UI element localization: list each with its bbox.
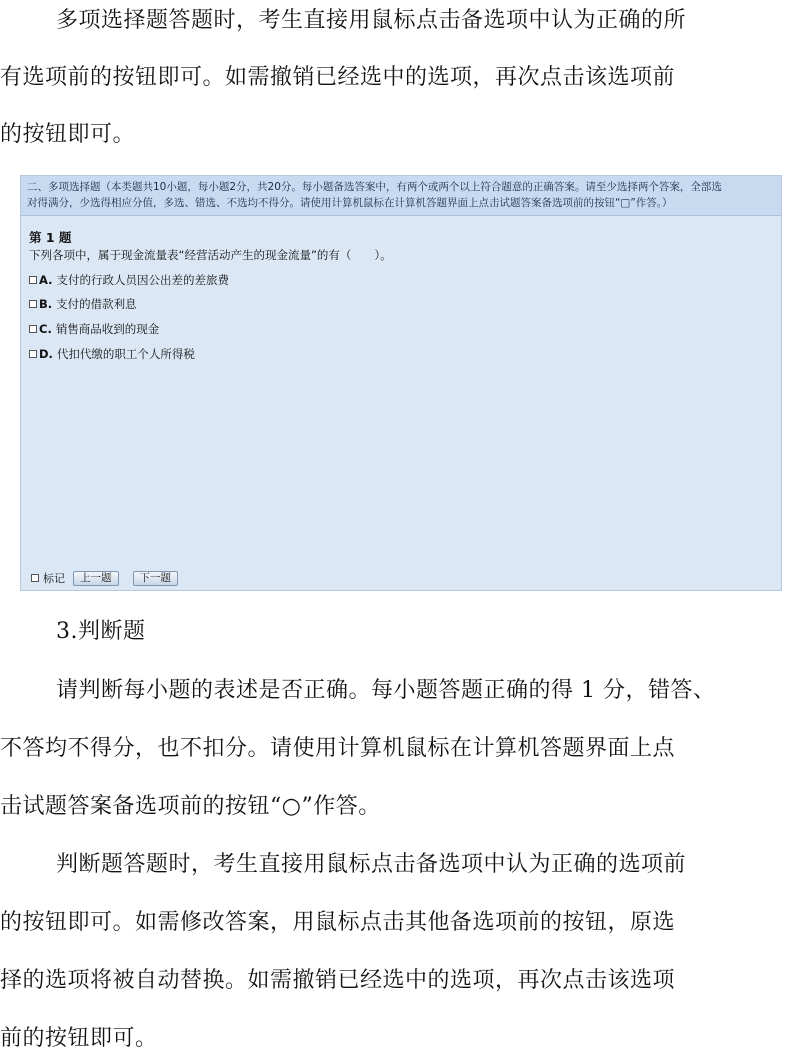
instruction-line: 对得满分，少选得相应分值，多选、错选、不选均不得分。请使用计算机鼠标在计算机答题界面上点击试题答案备选项前的按钮“□”作答。）: [27, 197, 673, 209]
doc-paragraph-line: 请判断每小题的表述是否正确。每小题答题正确的得 1 分，错答、: [56, 678, 716, 703]
mark-label: 标记: [43, 572, 65, 585]
checkbox-icon[interactable]: [29, 276, 37, 284]
doc-paragraph-line: 击试题答案备选项前的按钮“○”作答。: [0, 794, 381, 819]
next-question-button[interactable]: 下一题: [133, 571, 179, 586]
exam-footer: [31, 570, 192, 586]
exam-screenshot-panel: [20, 175, 782, 591]
doc-paragraph-line: 的按钮即可。: [0, 122, 136, 147]
doc-paragraph-line: 有选项前的按钮即可。如需撤销已经选中的选项，再次点击该选项前: [0, 65, 676, 90]
option-text: 代扣代缴的职工个人所得税: [56, 347, 195, 361]
doc-paragraph-line: 判断题答题时，考生直接用鼠标点击备选项中认为正确的选项前: [56, 852, 687, 877]
checkbox-icon[interactable]: [29, 350, 37, 358]
option-d[interactable]: [29, 346, 195, 362]
question-title: 第 1 题: [29, 230, 72, 245]
option-letter: A.: [39, 273, 53, 287]
instruction-line: 二、多项选择题（本类题共10小题，每小题2分，共20分。每小题备选答案中，有两个或两个以上符合题意的正确答案。请至少选择两个答案，全部选: [27, 181, 722, 193]
checkbox-icon[interactable]: [31, 574, 39, 582]
option-letter: D.: [39, 347, 53, 361]
doc-paragraph-line: 不答均不得分，也不扣分。请使用计算机鼠标在计算机答题界面上点: [0, 736, 676, 761]
prev-question-button[interactable]: 上一题: [73, 571, 119, 586]
option-text: 支付的行政人员因公出差的差旅费: [56, 273, 229, 287]
option-letter: C.: [39, 322, 52, 336]
question-stem: 下列各项中，属于现金流量表“经营活动产生的现金流量”的有（ ）。: [29, 248, 392, 262]
option-c[interactable]: [29, 321, 159, 337]
option-text: 销售商品收到的现金: [55, 322, 160, 336]
mark-checkbox[interactable]: [31, 570, 65, 586]
option-b[interactable]: [29, 296, 137, 312]
option-letter: B.: [39, 297, 53, 311]
exam-instructions: [21, 176, 781, 216]
checkbox-icon[interactable]: [29, 300, 37, 308]
section-heading: 3.判断题: [56, 619, 146, 644]
doc-paragraph-line: 前的按钮即可。: [0, 1026, 158, 1051]
doc-paragraph-line: 多项选择题答题时，考生直接用鼠标点击备选项中认为正确的所: [56, 8, 687, 33]
option-text: 支付的借款利息: [56, 297, 137, 311]
option-a[interactable]: [29, 272, 229, 288]
checkbox-icon[interactable]: [29, 325, 37, 333]
doc-paragraph-line: 择的选项将被自动替换。如需撤销已经选中的选项，再次点击该选项: [0, 968, 676, 993]
doc-paragraph-line: 的按钮即可。如需修改答案，用鼠标点击其他备选项前的按钮，原选: [0, 910, 676, 935]
